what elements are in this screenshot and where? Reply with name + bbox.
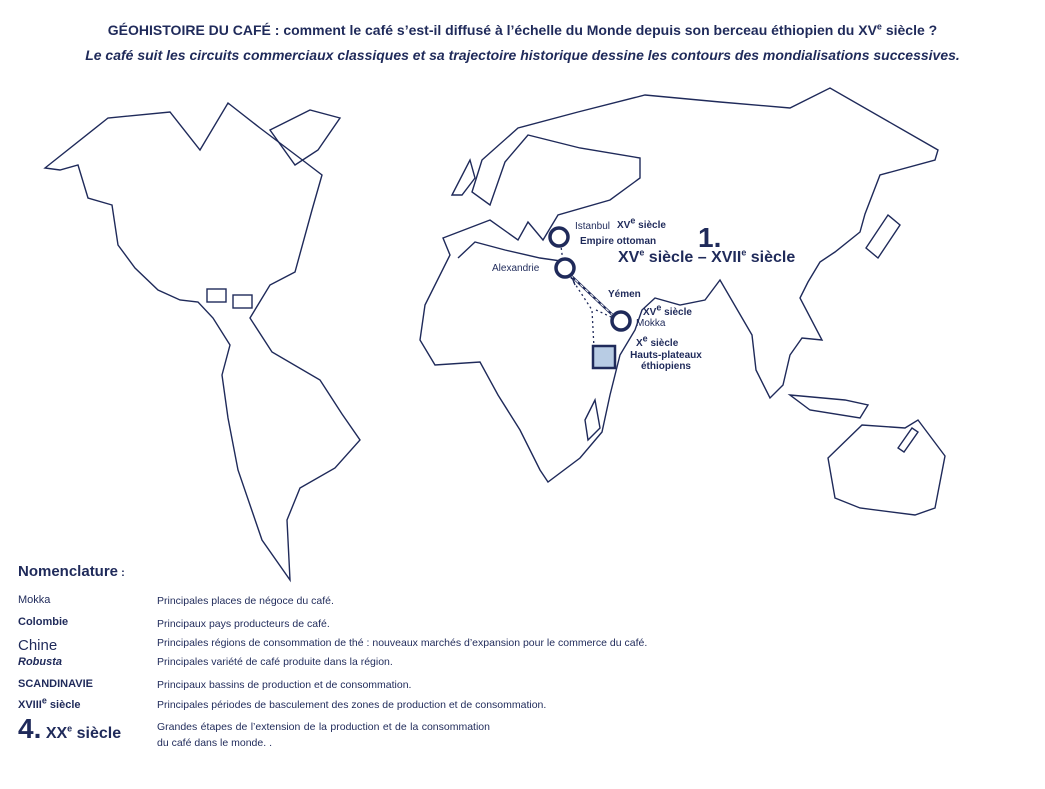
legend-term-period-word: siècle [46, 699, 81, 711]
legend-title [18, 563, 125, 580]
title-main: GÉOHISTOIRE DU CAFÉ : comment le café s’est-il diffusé à l’échelle du Monde depuis son berceau éthiopien du XV [107, 22, 877, 38]
label-alexandrie: Alexandrie [492, 263, 540, 274]
indonesia-outline [790, 395, 868, 418]
marker-alexandrie [556, 259, 574, 277]
legend-desc-period: Principales périodes de basculement des zones de production et de consommation. [157, 699, 547, 711]
period-start-roman: XV [618, 249, 640, 266]
legend-term-stage-number: 4. [18, 713, 42, 744]
label-istanbul: Istanbul [575, 221, 611, 232]
madagascar-outline [585, 400, 600, 440]
americas-outline [45, 103, 360, 580]
date-istanbul-sup: e [630, 215, 636, 226]
legend-term-stage-sup: e [67, 723, 73, 734]
japan-outline [866, 215, 900, 258]
label-hauts-plateaux [626, 350, 706, 372]
legend-desc-producer: Principaux pays producteurs de café. [157, 618, 330, 630]
label-mokka: Mokka [636, 318, 666, 329]
marker-istanbul [550, 228, 568, 246]
date-mokka-roman: XV [643, 307, 657, 318]
date-istanbul-roman: XV [617, 220, 631, 231]
map-subtitle: Le café suit les circuits commerciaux classiques et sa trajectoire historique dessine les contours des mondialisations successives. [85, 47, 960, 63]
legend-term-tea: Chine [18, 637, 58, 654]
legend-desc-basin: Principaux bassins de production et de consommation. [157, 679, 412, 691]
british-isles-outline [452, 160, 475, 195]
caribbean-island-1 [207, 289, 226, 302]
label-hauts-plateaux-line2: éthiopiens [640, 361, 691, 372]
australia-outline [828, 420, 945, 515]
legend-title-text: Nomenclature [18, 563, 119, 580]
legend-term-basin: SCANDINAVIE [18, 678, 93, 690]
period-middle: siècle – XVII [644, 249, 742, 266]
date-ethiopie-sup: e [642, 333, 648, 344]
date-mokka [643, 302, 692, 318]
legend-term-stage-word: siècle [72, 725, 122, 742]
legend-term-period-sup: e [41, 695, 47, 706]
date-mokka-sup: e [656, 302, 662, 313]
period-range [618, 249, 795, 267]
title-end: siècle ? [881, 22, 938, 38]
period-end-word: siècle [746, 249, 796, 266]
legend-term-period [18, 695, 81, 711]
legend-desc-trade-place: Principales places de négoce du café. [157, 595, 334, 607]
route-ethiopia-alexandrie [566, 270, 594, 348]
date-ethiopie-word: siècle [647, 338, 679, 349]
label-empire-ottoman: Empire ottoman [580, 236, 657, 247]
marker-hauts-plateaux [593, 346, 615, 368]
legend-title-colon: : [118, 567, 125, 579]
date-ethiopie-roman: X [636, 338, 643, 349]
legend-term-variety: Robusta [18, 656, 62, 668]
date-istanbul [617, 215, 666, 231]
legend-desc-variety: Principales variété de café produite dans la région. [157, 656, 393, 668]
date-istanbul-word: siècle [635, 220, 666, 231]
date-mokka-word: siècle [661, 307, 692, 318]
period-end-sup: e [741, 247, 747, 258]
marker-mokka [612, 312, 630, 330]
period-start-sup: e [639, 247, 645, 258]
legend-term-trade-place: Mokka [18, 594, 51, 606]
legend-desc-stage: Grandes étapes de l’extension de la production et de la consommation du café dans le monde. . [157, 721, 490, 749]
legend-term-stage [18, 713, 121, 745]
date-ethiopie [636, 333, 679, 349]
legend-term-period-roman: XVIII [18, 699, 42, 711]
caribbean-island-2 [233, 295, 252, 308]
label-hauts-plateaux-line1: Hauts-plateaux [630, 350, 702, 361]
title-sup: e [876, 21, 882, 32]
greenland-outline [270, 110, 340, 165]
legend-desc-tea: Principales régions de consommation de thé : nouveaux marchés d’expansion pour le commerce du café. [157, 637, 648, 649]
legend-term-stage-roman: XX [45, 725, 68, 742]
legend-term-producer: Colombie [18, 616, 69, 628]
label-yemen: Yémen [608, 289, 641, 300]
new-zealand-outline [898, 428, 918, 452]
period-number: 1. [698, 222, 722, 253]
eurasia-africa-outline [420, 88, 938, 482]
